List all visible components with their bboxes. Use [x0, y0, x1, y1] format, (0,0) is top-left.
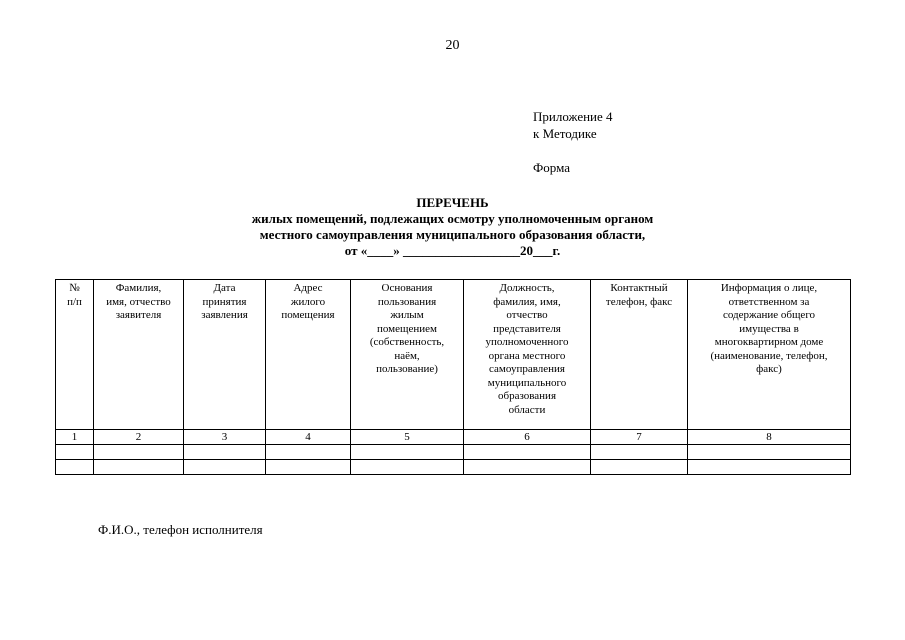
table-header-line: Дата — [213, 282, 236, 294]
table-column-number: 3 — [184, 430, 266, 445]
table-header-line: муниципального — [487, 376, 567, 389]
table-header-line: ответственном за — [728, 295, 810, 308]
table-header-cell — [688, 280, 851, 430]
table-cell — [94, 445, 184, 460]
table-column-number: 6 — [464, 430, 591, 445]
table-cell — [266, 460, 351, 475]
table-cell — [184, 445, 266, 460]
table-header-line: наём, — [394, 349, 420, 362]
signature-line: Ф.И.О., телефон исполнителя — [98, 522, 263, 537]
table-header-line: (собственность, — [369, 336, 445, 348]
table-header-line: № — [69, 282, 80, 294]
table-header-cell — [351, 280, 464, 430]
table-header-cell — [464, 280, 591, 430]
appendix-line-1: Приложение 4 — [533, 109, 613, 124]
table-header-line: имущества в — [739, 322, 799, 335]
table-cell — [591, 460, 688, 475]
table-header-line: пользование) — [376, 363, 438, 375]
table-header-line: жилым — [390, 309, 424, 321]
table-header-line: многоквартирном доме — [714, 336, 824, 348]
table-header-line: помещением — [377, 322, 437, 335]
table-header-line: (наименование, телефон, — [710, 349, 828, 362]
table-header-line: Информация о лице, — [720, 282, 818, 294]
title-line-2: жилых помещений, подлежащих осмотру уполномоченным органом — [251, 211, 654, 226]
table-header-line: телефон, факс — [605, 295, 673, 308]
table-header-line: заявления — [201, 309, 248, 321]
table-header-line: фамилия, имя, — [493, 295, 561, 308]
table-cell — [56, 445, 94, 460]
table-header-cell — [266, 280, 351, 430]
table-column-number: 1 — [56, 430, 94, 445]
table-header-line: принятия — [202, 295, 247, 308]
table-cell — [184, 460, 266, 475]
table-header-line: жилого — [290, 295, 326, 308]
table-header-line: органа местного — [488, 349, 566, 362]
table-header-line: имя, отчество — [106, 295, 171, 308]
table-column-number: 5 — [351, 430, 464, 445]
table-header-cell — [94, 280, 184, 430]
table-header-line: содержание общего — [722, 309, 816, 321]
table-cell — [464, 445, 591, 460]
table-header-line: образования — [497, 390, 557, 402]
table-header-line: Основания — [381, 282, 433, 294]
page-number: 20 — [445, 38, 460, 53]
table-cell — [464, 460, 591, 475]
table-cell — [94, 460, 184, 475]
table-cell — [266, 445, 351, 460]
table-header-line: Фамилия, — [115, 282, 162, 294]
form-label: Форма — [533, 160, 570, 175]
table-column-number: 7 — [591, 430, 688, 445]
table-header-line: заявителя — [115, 309, 162, 321]
table-header-cell — [56, 280, 94, 430]
document-title — [0, 195, 905, 259]
table-cell — [56, 460, 94, 475]
table-column-number-row — [56, 430, 851, 445]
table-header-line: Адрес — [293, 282, 323, 294]
table-cell — [688, 460, 851, 475]
register-table — [55, 279, 851, 475]
appendix-note — [533, 108, 613, 142]
table-header-line: отчество — [506, 309, 548, 321]
title-line-4: от «____» __________________20___г. — [344, 243, 561, 258]
table-header-line: уполномоченного — [485, 336, 569, 348]
table-header-line: помещения — [281, 309, 335, 321]
table-header-line: Контактный — [610, 282, 668, 294]
table-column-number: 2 — [94, 430, 184, 445]
table-cell — [591, 445, 688, 460]
title-line-3: местного самоуправления муниципального образования области, — [259, 227, 646, 242]
table-header-cell — [591, 280, 688, 430]
table-cell — [688, 445, 851, 460]
table-row — [56, 460, 851, 475]
table-header-line: Должность, — [499, 282, 555, 294]
table-header-line: самоуправления — [489, 363, 565, 375]
table-cell — [351, 460, 464, 475]
table-header-line: пользования — [377, 295, 437, 308]
table-header-line: факс) — [756, 363, 782, 375]
table-column-number: 8 — [688, 430, 851, 445]
table-header-cell — [184, 280, 266, 430]
table-column-number: 4 — [266, 430, 351, 445]
table-row — [56, 445, 851, 460]
appendix-line-2: к Методике — [533, 126, 597, 141]
table-header-line: представителя — [493, 322, 561, 335]
table-cell — [351, 445, 464, 460]
table-header-line: п/п — [67, 295, 82, 308]
table-header-row — [56, 280, 851, 430]
title-line-1: ПЕРЕЧЕНЬ — [416, 195, 489, 210]
table-header-line: области — [508, 403, 546, 416]
